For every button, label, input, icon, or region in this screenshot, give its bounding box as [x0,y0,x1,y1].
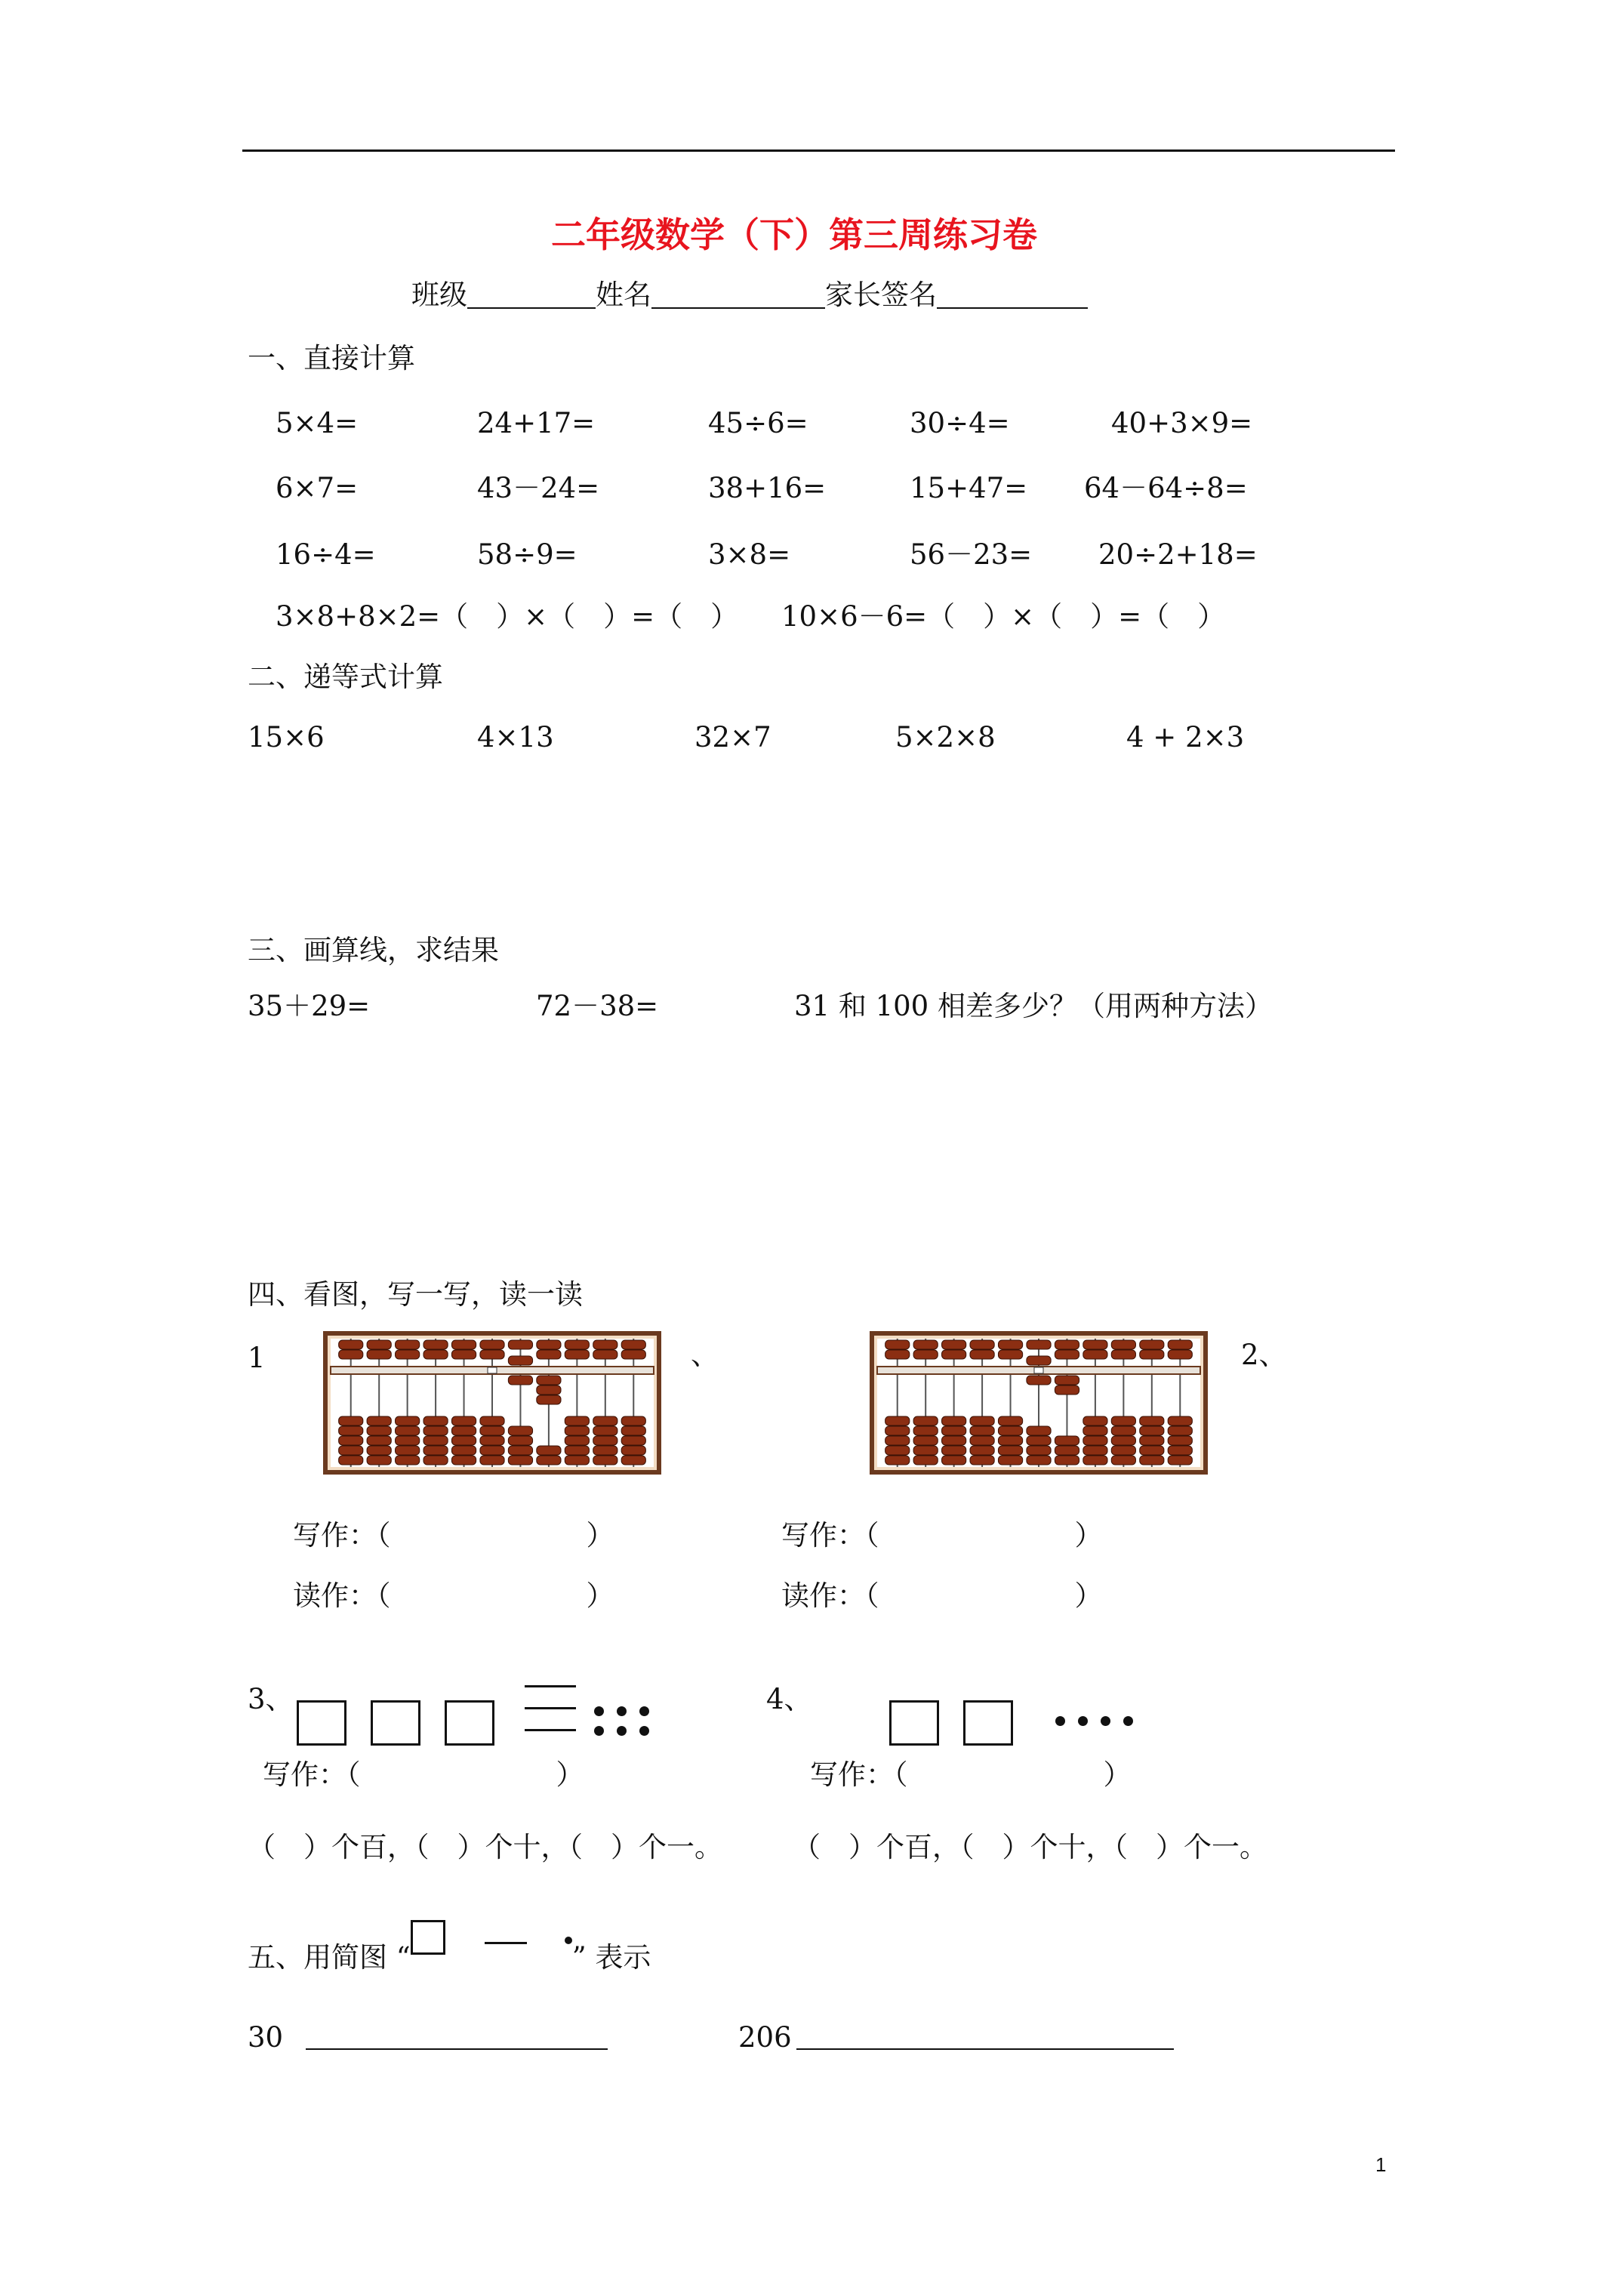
abacus-bead [1027,1376,1051,1385]
abacus-bead [942,1350,966,1359]
abacus-bead [913,1456,938,1465]
numberline-item: 35＋29= [248,990,371,1022]
abacus-bead [508,1456,532,1465]
abacus-bead [1083,1446,1107,1455]
calc-item: 24+17= [477,407,596,439]
abacus-bead [1083,1456,1107,1465]
abacus-bead [885,1340,910,1349]
calc-item: 16÷4= [276,538,376,571]
abacus-bead [396,1340,420,1349]
abacus-bead [1140,1456,1164,1465]
abacus-bead [942,1446,966,1455]
abacus-bead [423,1456,448,1465]
abacus-bead [1027,1426,1051,1435]
abacus-bead [970,1446,994,1455]
abacus-bead [396,1426,420,1435]
hundred-square [371,1700,420,1746]
abacus-bead [451,1456,476,1465]
abacus-bead [565,1350,589,1359]
one-dot [617,1726,627,1736]
abacus-bead [1111,1350,1135,1359]
abacus-bead [998,1416,1022,1425]
numberline-item: 31 和 100 相差多少？（用两种方法） [794,990,1273,1022]
abacus-bead [1140,1350,1164,1359]
abacus-bead [998,1446,1022,1455]
calc-item: 38+16= [708,472,827,504]
abacus-bead [970,1436,994,1445]
abacus-bead [1140,1416,1164,1425]
calc-item: 43－24= [477,472,600,504]
name-label: 姓名 [596,279,651,311]
abacus-center-mark [488,1367,497,1373]
abacus-bead [565,1436,589,1445]
abacus-bead [339,1340,363,1349]
stepwise-item: 32×7 [694,721,771,754]
abacus-bead [565,1446,589,1455]
abacus-bead [913,1426,938,1435]
combo-item-2: 10×6－6=（ ）×（ ）=（ ） [781,600,1226,633]
abacus-bead [537,1350,561,1359]
abacus-bead [942,1436,966,1445]
abacus-bead [508,1446,532,1455]
read-answer-1: 读作：（ ） [293,1579,614,1612]
abacus-bead [480,1416,504,1425]
abacus-bead [1111,1426,1135,1435]
abacus-figure-2 [870,1331,1208,1475]
calc-item: 5×4= [276,407,359,439]
abacus-bead [565,1340,589,1349]
abacus-bead [480,1446,504,1455]
place-count-3: （ ）个百，（ ）个十，（ ）个一。 [248,1831,722,1863]
abacus-bead [508,1426,532,1435]
question-4-label: 4、 [766,1683,812,1715]
question-2-label: 2、 [1241,1339,1287,1371]
name-field[interactable] [651,282,825,309]
abacus-bead [593,1416,617,1425]
abacus-bead [998,1456,1022,1465]
abacus-bead [1055,1446,1079,1455]
abacus-bead [1168,1340,1192,1349]
parent-signature-label: 家长签名 [825,279,937,311]
abacus-bead [451,1340,476,1349]
abacus-bead [593,1456,617,1465]
abacus-bead [423,1416,448,1425]
abacus-bead [621,1416,645,1425]
abacus-bead [537,1385,561,1395]
abacus-bead [537,1340,561,1349]
abacus-bead [396,1416,420,1425]
abacus-bead [451,1436,476,1445]
abacus-bead [339,1426,363,1435]
abacus-bead [942,1416,966,1425]
abacus-bead [885,1456,910,1465]
legend-square-icon [411,1920,445,1955]
abacus-bead [1140,1340,1164,1349]
calc-item: 56－23= [910,538,1033,571]
write-answer-2: 写作：（ ） [781,1519,1103,1552]
abacus-bead [913,1436,938,1445]
abacus-bead [885,1416,910,1425]
abacus-bead [565,1456,589,1465]
abacus-bead [1168,1426,1192,1435]
abacus-bead [339,1446,363,1455]
one-dot [1055,1716,1065,1726]
abacus-bead [367,1446,391,1455]
abacus-bead [913,1416,938,1425]
abacus-bead [1111,1436,1135,1445]
one-dot [594,1706,604,1716]
abacus-center-mark [1034,1367,1043,1373]
abacus-bead [970,1350,994,1359]
abacus-bead [593,1436,617,1445]
answer-line-206[interactable] [796,2048,1174,2050]
question-3-label: 3、 [248,1683,294,1715]
abacus-bead [537,1395,561,1404]
class-label: 班级 [411,279,467,311]
abacus-bead [1111,1416,1135,1425]
question-30-label: 30 [248,2021,284,2054]
abacus-bead [1055,1456,1079,1465]
abacus-bead [423,1426,448,1435]
abacus-bead [508,1340,532,1349]
calc-item: 20÷2+18= [1098,538,1258,571]
abacus-bead [508,1356,532,1365]
top-rule [242,149,1395,152]
hundred-square [445,1700,494,1746]
abacus-bead [1168,1436,1192,1445]
abacus-bead [423,1446,448,1455]
abacus-bead [451,1446,476,1455]
abacus-bead [423,1436,448,1445]
abacus-bead [480,1350,504,1359]
calc-item: 30÷4= [910,407,1010,439]
abacus-bead [1055,1376,1079,1385]
abacus-bead [396,1446,420,1455]
calc-item: 3×8= [708,538,791,571]
abacus-bead [367,1436,391,1445]
abacus-bead [1083,1350,1107,1359]
ten-bar [525,1707,576,1709]
combo-item-1: 3×8+8×2=（ ）×（ ）=（ ） [276,600,739,633]
write-answer-3: 写作：（ ） [263,1758,584,1791]
section-5-heading-post: ” 表示 [571,1941,651,1974]
abacus-bead [367,1340,391,1349]
abacus-bead [621,1436,645,1445]
stepwise-item: 15×6 [248,721,325,754]
place-count-4: （ ）个百，（ ）个十，（ ）个一。 [793,1831,1267,1863]
abacus-bead [1140,1426,1164,1435]
write-answer-4: 写作：（ ） [810,1758,1132,1791]
abacus-bead [508,1376,532,1385]
abacus-bead [970,1416,994,1425]
abacus-bead [396,1436,420,1445]
separator-mark: 、 [691,1339,719,1371]
abacus-bead [998,1350,1022,1359]
abacus-bead [1027,1356,1051,1365]
abacus-bead [1168,1446,1192,1455]
hundred-square [297,1700,346,1746]
abacus-bead [339,1436,363,1445]
abacus-bead [1027,1456,1051,1465]
one-dot [1078,1716,1088,1726]
question-1-label: 1 [248,1342,266,1374]
calc-item: 64－64÷8= [1084,472,1248,504]
abacus-bead [621,1446,645,1455]
abacus-bead [593,1426,617,1435]
abacus-bead [998,1340,1022,1349]
abacus-bead [1027,1446,1051,1455]
one-dot [1101,1716,1110,1726]
abacus-bead [942,1340,966,1349]
abacus-bead [885,1426,910,1435]
section-5-heading [248,1941,651,1974]
abacus-bead [621,1426,645,1435]
abacus-bead [1140,1436,1164,1445]
abacus-bead [480,1340,504,1349]
abacus-bead [1055,1436,1079,1445]
hundred-square [963,1700,1013,1746]
abacus-bead [451,1426,476,1435]
abacus-bead [1111,1456,1135,1465]
abacus-bead [913,1350,938,1359]
abacus-bead [396,1350,420,1359]
abacus-bead [593,1350,617,1359]
ten-bar [525,1729,576,1731]
legend-bar-icon [485,1942,527,1944]
calc-item: 15+47= [910,472,1028,504]
abacus-bead [396,1456,420,1465]
page-number: 1 [1375,2153,1387,2176]
abacus-bead [423,1350,448,1359]
one-dot [639,1706,649,1716]
abacus-bead [1055,1350,1079,1359]
page-title: 二年级数学（下）第三周练习卷 [551,214,1037,255]
abacus-bead [367,1426,391,1435]
one-dot [594,1726,604,1736]
abacus-bead [1027,1340,1051,1349]
abacus-bead [970,1426,994,1435]
abacus-bead [593,1340,617,1349]
abacus-bead [1083,1340,1107,1349]
abacus-bead [1083,1416,1107,1425]
abacus-bead [537,1456,561,1465]
abacus-bead [913,1340,938,1349]
abacus-bead [1055,1385,1079,1395]
abacus-bead [998,1436,1022,1445]
abacus-bead [1111,1340,1135,1349]
abacus-bead [1168,1416,1192,1425]
abacus-bead [913,1446,938,1455]
one-dot [1123,1716,1133,1726]
abacus-bead [621,1350,645,1359]
abacus-bead [367,1350,391,1359]
abacus-bead [1140,1446,1164,1455]
section-4-heading: 四、看图，写一写，读一读 [248,1278,583,1311]
abacus-bead [1027,1436,1051,1445]
stepwise-item: 5×2×8 [895,721,996,754]
abacus-bead [339,1350,363,1359]
calc-item: 45÷6= [708,407,808,439]
stepwise-item: 4 + 2×3 [1126,721,1245,754]
abacus-bead [1168,1350,1192,1359]
abacus-bead [1055,1340,1079,1349]
abacus-bead [1083,1426,1107,1435]
abacus-bead [367,1456,391,1465]
legend-dot-icon [565,1937,572,1944]
abacus-bead [451,1350,476,1359]
abacus-bead [339,1456,363,1465]
abacus-bead [593,1446,617,1455]
abacus-bead [480,1426,504,1435]
section-2-heading: 二、递等式计算 [248,661,443,693]
calc-item: 6×7= [276,472,359,504]
one-dot [617,1706,627,1716]
abacus-bead [565,1416,589,1425]
calc-item: 58÷9= [477,538,577,571]
stepwise-item: 4×13 [477,721,554,754]
abacus-bead [1083,1436,1107,1445]
abacus-figure-1 [323,1331,661,1475]
section-5-heading-pre: 五、用简图 “ [248,1941,411,1974]
abacus-bead [998,1426,1022,1435]
abacus-bead [942,1456,966,1465]
abacus-bead [480,1456,504,1465]
abacus-bead [451,1416,476,1425]
abacus-bead [339,1416,363,1425]
ten-bar [525,1685,576,1687]
abacus-bead [537,1446,561,1455]
hundred-square [889,1700,939,1746]
class-field[interactable] [467,282,596,309]
write-answer-1: 写作：（ ） [293,1519,614,1552]
read-answer-2: 读作：（ ） [781,1579,1103,1612]
abacus-bead [885,1436,910,1445]
abacus-bead [565,1426,589,1435]
section-1-heading: 一、直接计算 [248,342,415,374]
parent-signature-field[interactable] [937,282,1088,309]
abacus-bead [942,1426,966,1435]
student-info-row [411,281,1088,309]
abacus-bead [970,1340,994,1349]
abacus-bead [508,1436,532,1445]
abacus-bead [367,1416,391,1425]
section-3-heading: 三、画算线，求结果 [248,934,499,966]
abacus-bead [621,1340,645,1349]
abacus-bead [621,1456,645,1465]
abacus-bead [480,1436,504,1445]
answer-line-30[interactable] [306,2048,608,2050]
abacus-bead [1111,1446,1135,1455]
abacus-bead [885,1446,910,1455]
numberline-item: 72－38= [536,990,659,1022]
abacus-bead [885,1350,910,1359]
abacus-bead [423,1340,448,1349]
calc-item: 40+3×9= [1111,407,1253,439]
abacus-bead [970,1456,994,1465]
one-dot [639,1726,649,1736]
question-206-label: 206 [738,2021,792,2054]
abacus-bead [1168,1456,1192,1465]
abacus-bead [537,1376,561,1385]
